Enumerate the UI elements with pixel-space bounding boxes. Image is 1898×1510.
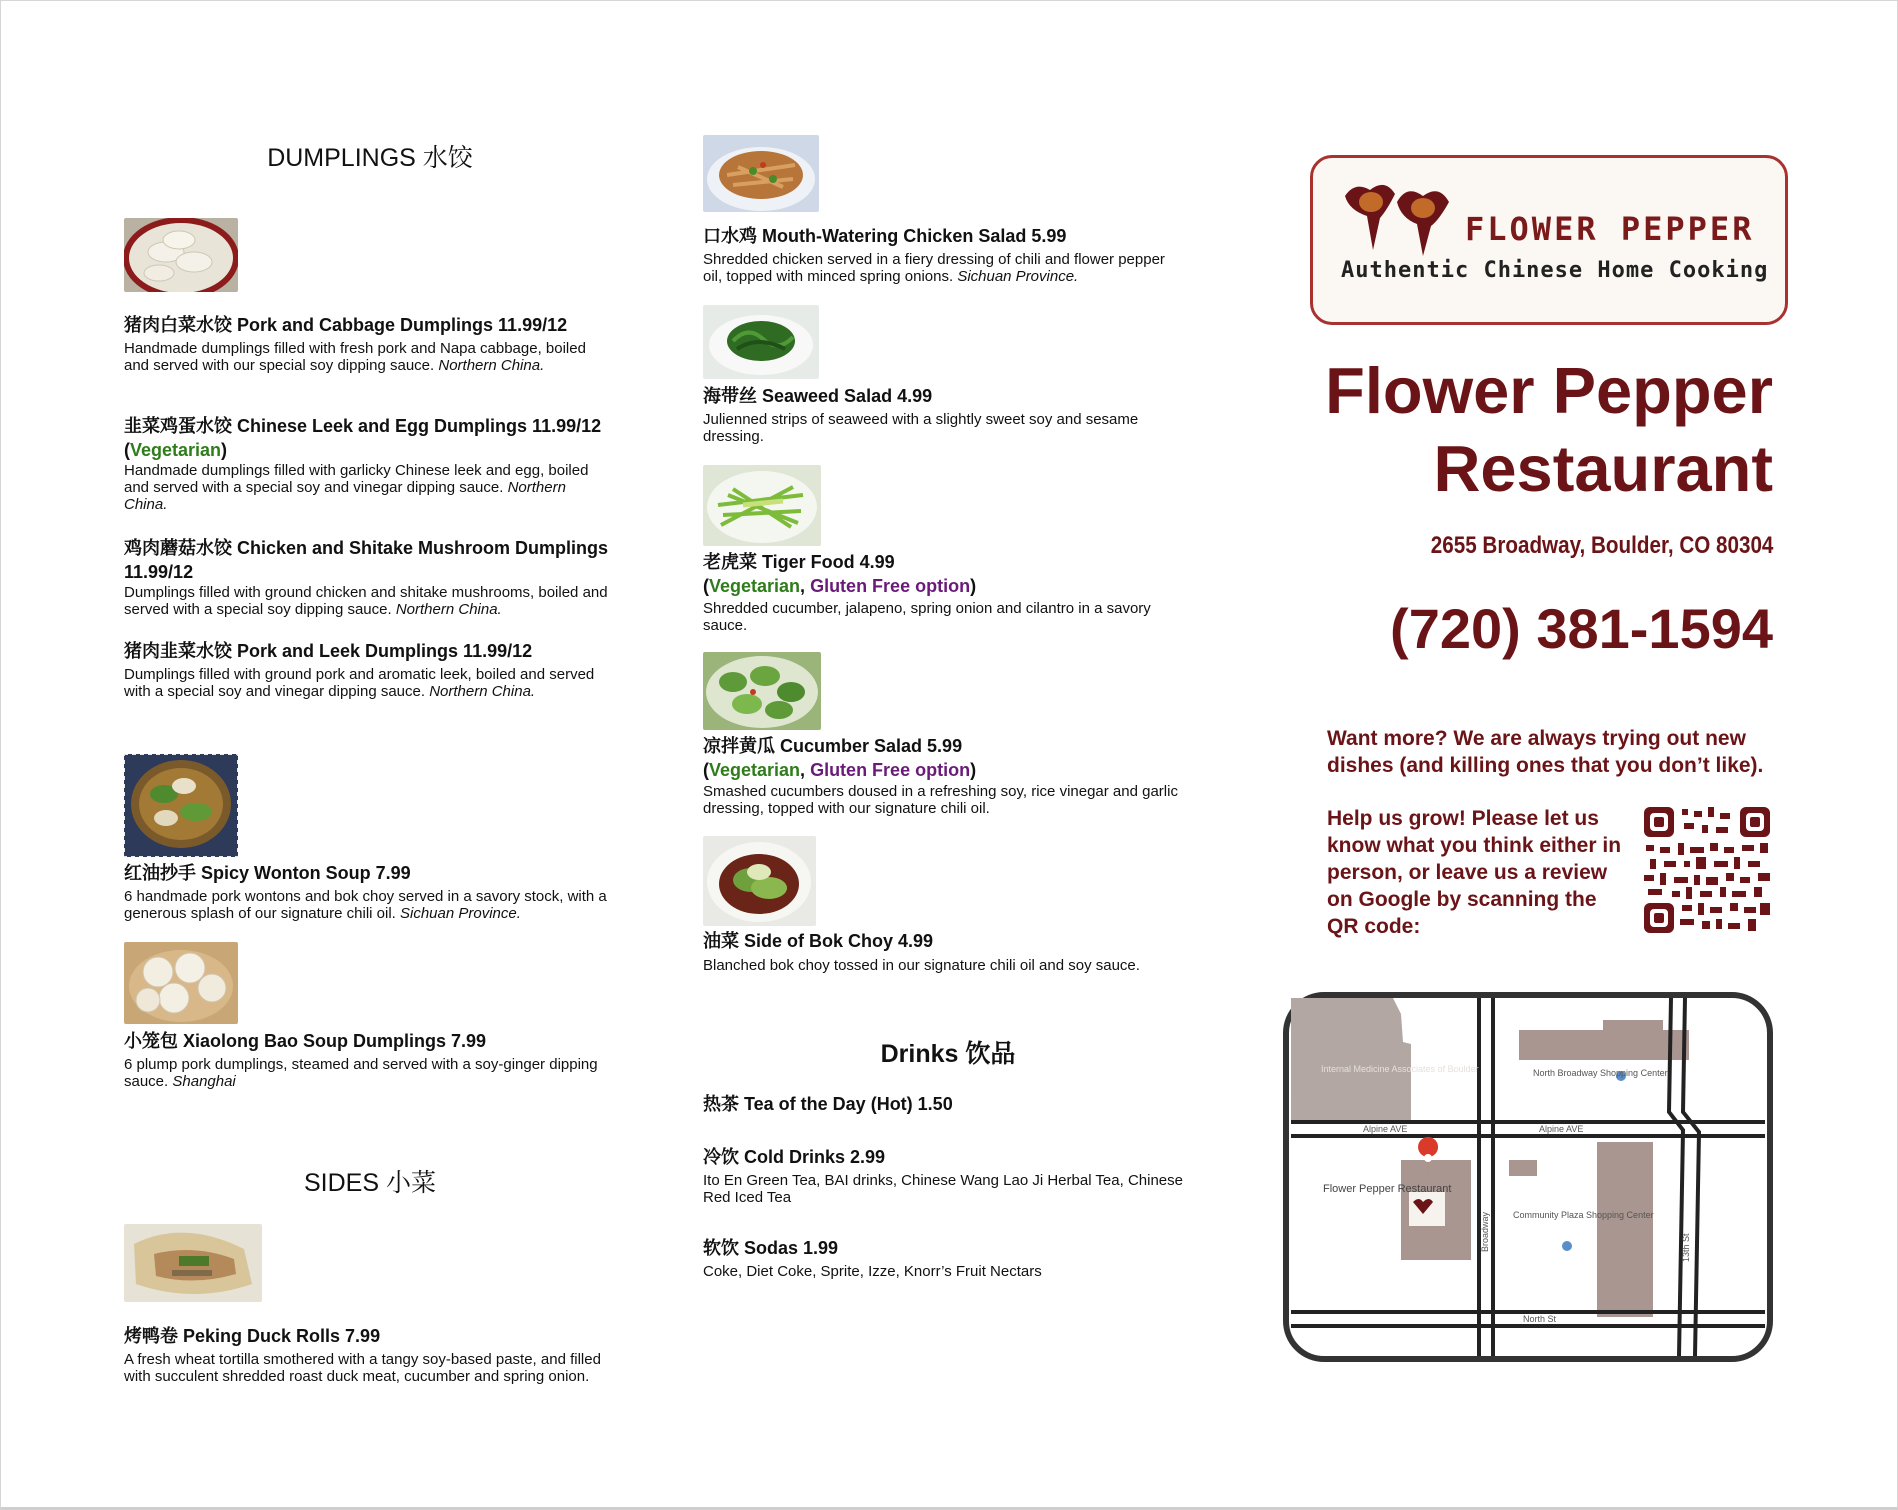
item-desc: Dumplings filled with ground pork and aromatic leek, boiled and served with a special soy and vinegar dipping sauce. Northern China. bbox=[124, 666, 595, 700]
svg-text:Community Plaza Shopping Cente: Community Plaza Shopping Center bbox=[1513, 1210, 1654, 1220]
item-title: 鸡肉蘑菇水饺 Chicken and Shitake Mushroom Dumplings 11.99/12 bbox=[124, 538, 609, 582]
svg-text:13th St: 13th St bbox=[1681, 1233, 1691, 1262]
dumplings-heading: DUMPLINGS 水饺 bbox=[267, 144, 473, 172]
svg-text:Flower Pepper Restaurant: Flower Pepper Restaurant bbox=[1323, 1183, 1452, 1195]
item-title: 油菜 Side of Bok Choy 4.99 bbox=[703, 931, 934, 951]
svg-text:Broadway: Broadway bbox=[1480, 1211, 1490, 1252]
item-title: 韭菜鸡蛋水饺 Chinese Leek and Egg Dumplings 11.99/12 (Vegetarian) bbox=[124, 416, 602, 460]
svg-text:Alpine AVE: Alpine AVE bbox=[1363, 1124, 1408, 1134]
svg-text:Internal Medicine Associates o: Internal Medicine Associates of Boulder bbox=[1321, 1064, 1479, 1074]
chicken-salad-photo bbox=[703, 135, 819, 212]
item-desc: Handmade dumplings filled with garlicky Chinese leek and egg, boiled and served with a special soy and vinegar dipping sauce. Northern China. bbox=[124, 462, 589, 513]
item-title: 凉拌黄瓜 Cucumber Salad 5.99 (Vegetarian, Gluten Free option) bbox=[703, 736, 977, 780]
item-desc: Shredded cucumber, jalapeno, spring onion and cilantro in a savory sauce. bbox=[703, 600, 1151, 634]
item-desc: Shredded chicken served in a fiery dressing of chili and flower pepper oil, topped with minced spring onions. Sichuan Province. bbox=[703, 251, 1165, 285]
svg-text:North St: North St bbox=[1523, 1314, 1557, 1324]
bok-choy-photo bbox=[703, 836, 816, 926]
item-title: 老虎菜 Tiger Food 4.99 (Vegetarian, Gluten Free option) bbox=[703, 552, 977, 596]
item-title: 烤鸭卷 Peking Duck Rolls 7.99 bbox=[124, 1326, 381, 1346]
item-desc: Dumplings filled with ground chicken and shitake mushrooms, boiled and served with a special soy dipping sauce. Northern China. bbox=[124, 584, 608, 618]
logo-name: FLOWER PEPPER bbox=[1465, 210, 1755, 248]
qr-code[interactable] bbox=[1644, 807, 1770, 933]
want-more-note: Want more? We are always trying out new dishes (and killing ones that you don’t like). bbox=[1327, 727, 1764, 777]
item-title: 热茶 Tea of the Day (Hot) 1.50 bbox=[703, 1094, 953, 1114]
phone-number: (720) 381-1594 bbox=[1390, 597, 1773, 660]
cucumber-salad-photo bbox=[703, 652, 821, 730]
item-title: 猪肉韭菜水饺 Pork and Leek Dumplings 11.99/12 bbox=[124, 641, 533, 661]
logo-tagline: Authentic Chinese Home Cooking bbox=[1341, 258, 1769, 283]
address: 2655 Broadway, Boulder, CO 80304 bbox=[1430, 532, 1773, 559]
item-title: 软饮 Sodas 1.99 bbox=[703, 1238, 839, 1258]
sides-heading: SIDES 小菜 bbox=[304, 1169, 436, 1197]
item-title: 猪肉白菜水饺 Pork and Cabbage Dumplings 11.99/12 bbox=[124, 315, 568, 335]
item-desc: Blanched bok choy tossed in our signature chili oil and soy sauce. bbox=[703, 957, 1140, 974]
restaurant-name: Flower Pepper Restaurant bbox=[1325, 354, 1773, 505]
item-desc: Coke, Diet Coke, Sprite, Izze, Knorr’s Fruit Nectars bbox=[703, 1263, 1042, 1280]
item-title: 口水鸡 Mouth-Watering Chicken Salad 5.99 bbox=[703, 226, 1067, 246]
wonton-soup-photo bbox=[124, 754, 238, 857]
item-title: 冷饮 Cold Drinks 2.99 bbox=[703, 1147, 886, 1167]
peking-duck-rolls-photo bbox=[124, 1224, 262, 1302]
restaurant-logo bbox=[1310, 155, 1788, 325]
item-desc: Smashed cucumbers doused in a refreshing soy, rice vinegar and garlic dressing, topped with our signature chili oil. bbox=[703, 783, 1178, 817]
seaweed-salad-photo bbox=[703, 305, 819, 379]
item-title: 海带丝 Seaweed Salad 4.99 bbox=[703, 386, 933, 406]
help-grow-note: Help us grow! Please let us know what you think either in person, or leave us a review on Google by scanning the QR code: bbox=[1327, 807, 1622, 938]
tiger-food-photo bbox=[703, 465, 821, 546]
xiaolong-bao-photo bbox=[124, 942, 238, 1024]
location-map[interactable] bbox=[1283, 992, 1773, 1362]
drinks-heading: Drinks 饮品 bbox=[880, 1040, 1016, 1068]
item-title: 红油抄手 Spicy Wonton Soup 7.99 bbox=[124, 863, 411, 883]
item-desc: Ito En Green Tea, BAI drinks, Chinese Wang Lao Ji Herbal Tea, Chinese Red Iced Tea bbox=[703, 1172, 1183, 1206]
svg-text:Alpine AVE: Alpine AVE bbox=[1539, 1124, 1584, 1134]
item-desc: 6 plump pork dumplings, steamed and served with a soy-ginger dipping sauce. Shanghai bbox=[124, 1056, 598, 1090]
item-desc: Handmade dumplings filled with fresh pork and Napa cabbage, boiled and served with our special soy dipping sauce. Northern China. bbox=[124, 340, 586, 374]
pork-cabbage-dumplings-photo bbox=[124, 218, 238, 292]
svg-text:North Broadway Shopping Center: North Broadway Shopping Center bbox=[1533, 1068, 1668, 1078]
pepper-logo-icon bbox=[1335, 176, 1465, 266]
item-desc: A fresh wheat tortilla smothered with a tangy soy-based paste, and filled with succulent shredded roast duck meat, cucumber and spring onion. bbox=[124, 1351, 601, 1385]
item-desc: 6 handmade pork wontons and bok choy served in a savory stock, with a generous splash of our signature chili oil. Sichuan Province. bbox=[124, 888, 607, 922]
item-desc: Julienned strips of seaweed with a slightly sweet soy and sesame dressing. bbox=[703, 411, 1139, 445]
item-title: 小笼包 Xiaolong Bao Soup Dumplings 7.99 bbox=[124, 1031, 487, 1051]
